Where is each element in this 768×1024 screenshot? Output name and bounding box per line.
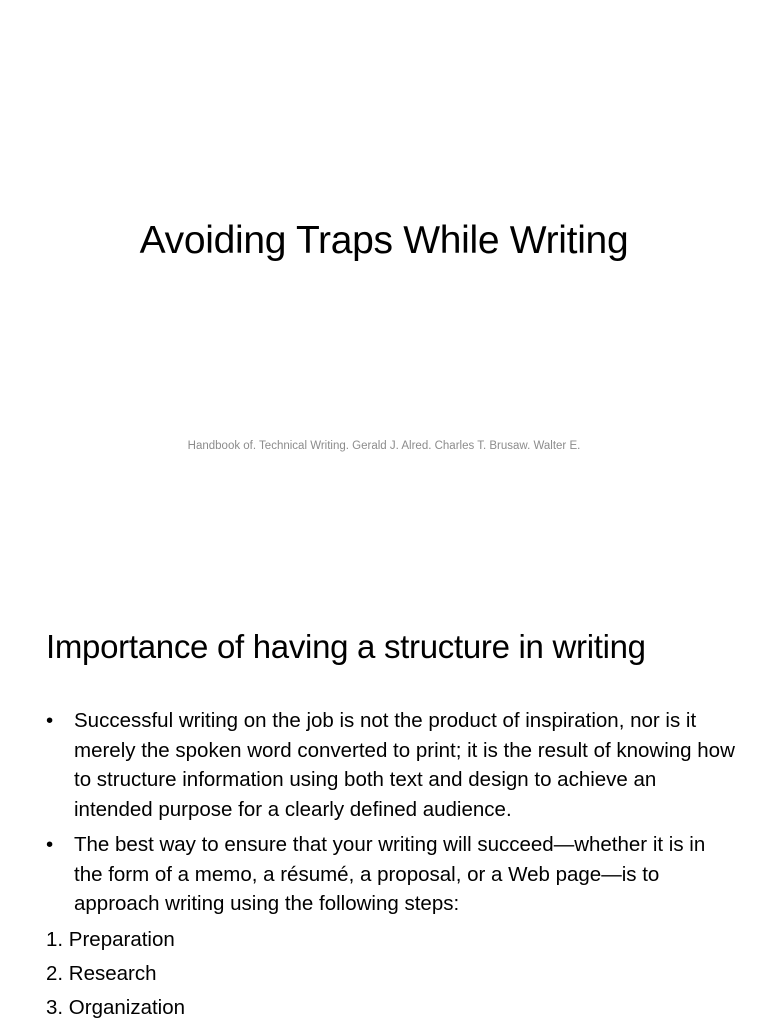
bullet-icon: •	[46, 709, 54, 732]
bullet-text: Successful writing on the job is not the product of inspiration, nor is it merely the spoken word converted to print; it is the result of knowing how to structure information using both text and design to achieve an intended purpose for a clearly defined audience.	[74, 709, 735, 821]
content-body	[46, 706, 736, 1024]
bullet-item	[46, 706, 736, 824]
content-slide	[0, 576, 768, 1024]
step-item: 3. Organization	[46, 995, 186, 1019]
slide-subtitle: Handbook of. Technical Writing. Gerald J. Alred. Charles T. Brusaw. Walter E.	[187, 440, 581, 452]
step-item: 1. Preparation	[46, 927, 175, 951]
content-slide-title: Importance of having a structure in writing	[46, 628, 646, 665]
bullet-item	[46, 830, 736, 919]
step-item: 2. Research	[46, 961, 157, 985]
bullet-text: The best way to ensure that your writing will succeed—whether it is in the form of a memo, a résumé, a proposal, or a Web page—is to approach writing using the following steps:	[74, 833, 706, 915]
slide-title: Avoiding Traps While Writing	[139, 219, 629, 262]
bullet-icon: •	[46, 833, 54, 856]
